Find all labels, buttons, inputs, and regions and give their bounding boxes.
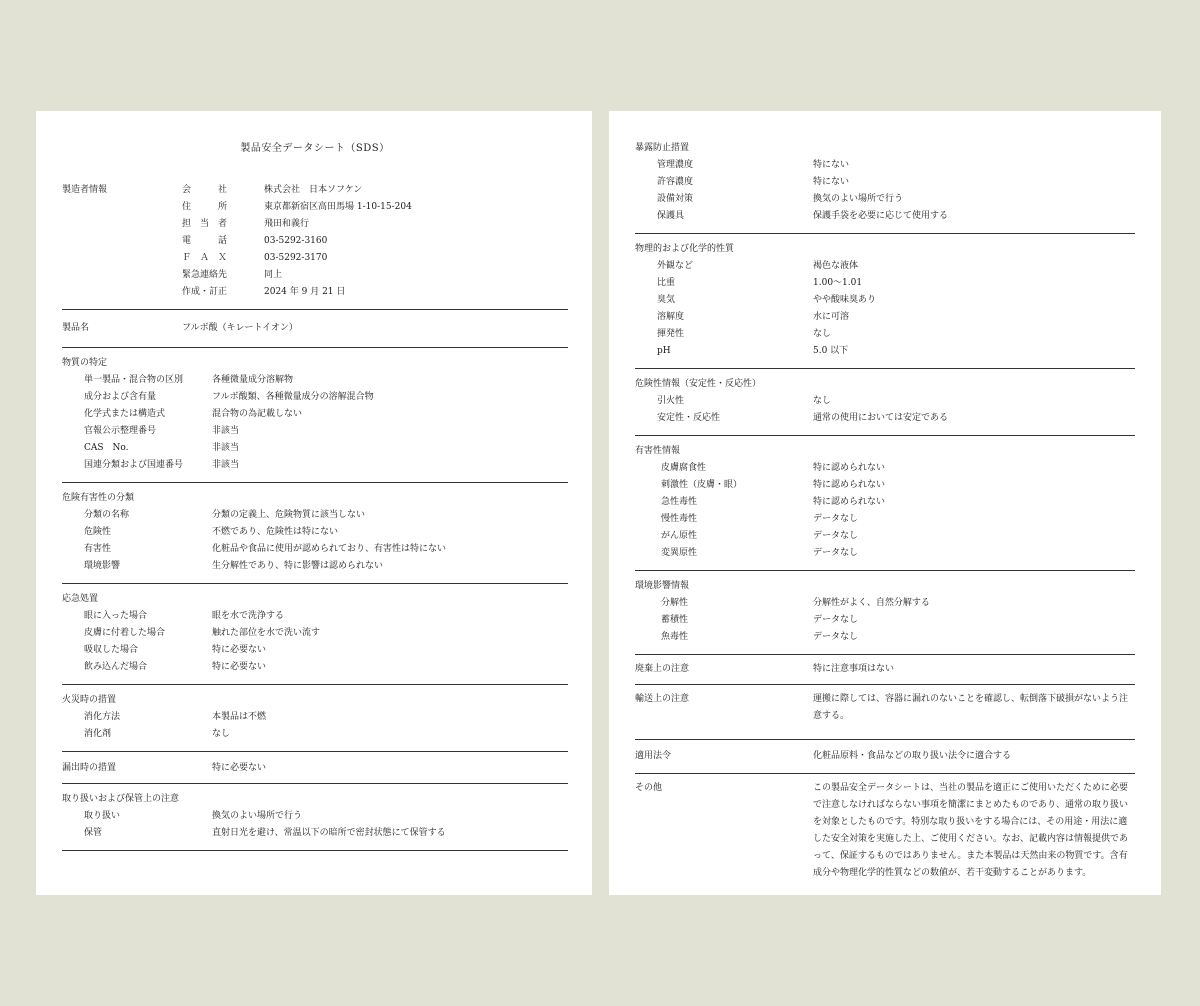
maker-row <box>182 199 568 216</box>
environment-value: 分解性がよく、自然分解する <box>813 598 930 608</box>
section-disposal <box>635 655 1135 685</box>
toxicity-value: データなし <box>813 514 859 524</box>
first-aid-heading: 応急処置 <box>62 594 99 604</box>
section-physchem <box>635 234 1135 369</box>
identification-label: 国連分類および国連番号 <box>84 460 184 470</box>
hazard-label: 環境影響 <box>84 561 121 571</box>
exposure-row <box>635 191 1135 208</box>
toxicity-label: がん原性 <box>661 531 698 541</box>
first-aid-value: 眼を水で洗浄する <box>212 611 285 621</box>
identification-label: 化学式または構造式 <box>84 409 166 419</box>
toxicity-row <box>635 460 1135 477</box>
maker-value: 同上 <box>264 270 283 280</box>
toxicity-value: データなし <box>813 548 859 558</box>
stability-heading: 危険性情報（安定性・反応性） <box>635 379 762 389</box>
toxicity-row <box>635 528 1135 545</box>
maker-value: 株式会社 日本ソフケン <box>264 185 363 195</box>
section-leak <box>62 752 568 784</box>
section-law <box>635 740 1135 774</box>
physchem-value: 1.00～1.01 <box>813 278 863 288</box>
handling-heading: 取り扱いおよび保管上の注意 <box>62 794 180 804</box>
physchem-row <box>635 258 1135 275</box>
section-maker-info <box>62 176 568 310</box>
identification-value: 非該当 <box>212 426 240 436</box>
section-environment <box>635 571 1135 655</box>
stability-label: 引火性 <box>657 396 685 406</box>
identification-row <box>62 440 568 457</box>
exposure-value: 換気のよい場所で行う <box>813 194 904 204</box>
exposure-rows <box>635 157 1135 225</box>
maker-value: 飛田和義行 <box>264 219 310 229</box>
handling-rows <box>62 808 568 842</box>
toxicity-value: 特に認められない <box>813 497 886 507</box>
physchem-label: 臭気 <box>657 295 676 305</box>
exposure-row <box>635 157 1135 174</box>
environment-label: 蓄積性 <box>661 615 689 625</box>
environment-value: データなし <box>813 615 859 625</box>
environment-row <box>635 595 1135 612</box>
handling-row <box>62 825 568 842</box>
fire-heading: 火災時の措置 <box>62 695 117 705</box>
toxicity-value: データなし <box>813 531 859 541</box>
first-aid-row <box>62 642 568 659</box>
other-value: この製品安全データシートは、当社の製品を適正にご使用いただくために必要で注意しなければならない事項を簡潔にまとめたものであり、通常の取り扱いを対象としたものです。特別な取り扱いをする場合には、その用途・用法に適した安全対策を実施した上、ご使用ください。なお、記載内容は情報提供であって、保証するものではありません。また本製品は天然由来の物質です。含有成分や物理化学的性質などの数値が、若干変動することがあります。 <box>813 783 1129 878</box>
section-product-name <box>62 310 568 348</box>
first-aid-row <box>62 608 568 625</box>
toxicity-value: 特に認められない <box>813 463 886 473</box>
maker-value: 東京都新宿区高田馬場 1-10-15-204 <box>264 202 412 212</box>
exposure-value: 保護手袋を必要に応じて使用する <box>813 211 949 221</box>
fire-label: 消化剤 <box>84 729 112 739</box>
first-aid-row <box>62 659 568 676</box>
section-stability <box>635 369 1135 436</box>
identification-label: 成分および含有量 <box>84 392 157 402</box>
physchem-row <box>635 292 1135 309</box>
first-aid-value: 特に必要ない <box>212 662 267 672</box>
physchem-value: 水に可溶 <box>813 312 850 322</box>
toxicity-label: 急性毒性 <box>661 497 698 507</box>
stability-row <box>635 393 1135 410</box>
toxicity-row <box>635 494 1135 511</box>
transport-value: 運搬に際しては、容器に漏れのないことを確認し、転倒落下破損がないよう注意する。 <box>813 694 1129 721</box>
fire-label: 消化方法 <box>84 712 121 722</box>
maker-label: 担 当 者 <box>182 219 228 229</box>
sds-page-left <box>36 111 592 895</box>
physchem-label: 比重 <box>657 278 676 288</box>
stability-rows <box>635 393 1135 427</box>
section-handling <box>62 784 568 851</box>
identification-row <box>62 423 568 440</box>
stability-value: なし <box>813 396 832 406</box>
law-value: 化粧品原料・食品などの取り扱い法令に適合する <box>813 751 1012 761</box>
first-aid-label: 吸収した場合 <box>84 645 139 655</box>
environment-row <box>635 629 1135 646</box>
hazard-row <box>62 558 568 575</box>
stability-row <box>635 410 1135 427</box>
identification-row <box>62 389 568 406</box>
first-aid-label: 飲み込んだ場合 <box>84 662 148 672</box>
first-aid-label: 皮膚に付着した場合 <box>84 628 166 638</box>
physchem-value: やや酸味臭あり <box>813 295 877 305</box>
maker-row <box>182 250 568 267</box>
first-aid-value: 触れた部位を水で洗い流す <box>212 628 321 638</box>
maker-value: 2024 年 9 月 21 日 <box>264 287 346 297</box>
exposure-label: 管理濃度 <box>657 160 694 170</box>
section-exposure <box>635 141 1135 234</box>
fire-rows <box>62 709 568 743</box>
identification-rows <box>62 372 568 474</box>
leak-value: 特に必要ない <box>212 763 267 773</box>
maker-value: 03-5292-3170 <box>264 253 328 263</box>
maker-row <box>182 284 568 301</box>
toxicity-label: 皮膚腐食性 <box>661 463 707 473</box>
section-fire <box>62 685 568 752</box>
maker-label: 電 話 <box>182 236 228 246</box>
other-heading: その他 <box>635 783 663 793</box>
physchem-value: 5.0 以下 <box>813 346 849 356</box>
maker-row <box>182 233 568 250</box>
hazard-value: 化粧品や食品に使用が認められており、有害性は特にない <box>212 544 447 554</box>
maker-row <box>182 182 568 199</box>
hazard-class-rows <box>62 507 568 575</box>
stability-label: 安定性・反応性 <box>657 413 721 423</box>
stability-value: 通常の使用においては安定である <box>813 413 949 423</box>
identification-label: 単一製品・混合物の区別 <box>84 375 184 385</box>
identification-value: 各種微量成分溶解物 <box>212 375 294 385</box>
handling-row <box>62 808 568 825</box>
maker-label: 住 所 <box>182 202 228 212</box>
transport-heading: 輸送上の注意 <box>635 694 690 704</box>
identification-label: CAS No. <box>84 443 129 453</box>
physchem-value: なし <box>813 329 832 339</box>
handling-value: 直射日光を避け、常温以下の暗所で密封状態にて保管する <box>212 828 446 838</box>
maker-label: Ｆ Ａ Ｘ <box>182 253 228 263</box>
exposure-row <box>635 174 1135 191</box>
first-aid-row <box>62 625 568 642</box>
physchem-label: 揮発性 <box>657 329 685 339</box>
hazard-row <box>62 541 568 558</box>
identification-row <box>62 372 568 389</box>
product-heading: 製品名 <box>62 323 90 333</box>
physchem-row <box>635 326 1135 343</box>
section-other <box>635 774 1135 890</box>
toxicity-rows <box>635 460 1135 562</box>
toxicity-row <box>635 545 1135 562</box>
toxicity-row <box>635 477 1135 494</box>
hazard-label: 分類の名称 <box>84 510 130 520</box>
first-aid-value: 特に必要ない <box>212 645 267 655</box>
maker-row <box>182 216 568 233</box>
physchem-rows <box>635 258 1135 360</box>
identification-heading: 物質の特定 <box>62 358 108 368</box>
environment-label: 魚毒性 <box>661 632 689 642</box>
section-transport <box>635 685 1135 740</box>
hazard-class-heading: 危険有害性の分類 <box>62 493 135 503</box>
identification-value: 非該当 <box>212 460 240 470</box>
physchem-label: 溶解度 <box>657 312 685 322</box>
document-title: 製品安全データシート（SDS） <box>240 143 390 154</box>
hazard-label: 危険性 <box>84 527 112 537</box>
exposure-label: 保護具 <box>657 211 685 221</box>
exposure-value: 特にない <box>813 177 850 187</box>
fire-value: なし <box>212 729 231 739</box>
handling-label: 保管 <box>84 828 103 838</box>
hazard-row <box>62 524 568 541</box>
environment-label: 分解性 <box>661 598 689 608</box>
disposal-heading: 廃棄上の注意 <box>635 664 690 674</box>
maker-rows <box>182 182 568 301</box>
toxicity-label: 慢性毒性 <box>661 514 698 524</box>
exposure-label: 設備対策 <box>657 194 694 204</box>
environment-row <box>635 612 1135 629</box>
physchem-row <box>635 275 1135 292</box>
identification-value: フルボ酸類、各種微量成分の溶解混合物 <box>212 392 374 402</box>
sds-page-right <box>609 111 1161 895</box>
identification-value: 混合物の為記載しない <box>212 409 303 419</box>
fire-value: 本製品は不燃 <box>212 712 267 722</box>
maker-label: 緊急連絡先 <box>182 270 228 280</box>
hazard-value: 生分解性であり、特に影響は認められない <box>212 561 384 571</box>
fire-row <box>62 709 568 726</box>
toxicity-label: 変異原性 <box>661 548 698 558</box>
toxicity-value: 特に認められない <box>813 480 886 490</box>
exposure-heading: 暴露防止措置 <box>635 143 690 153</box>
toxicity-label: 刺激性（皮膚・眼） <box>661 480 743 490</box>
hazard-value: 不燃であり、危険性は特にない <box>212 527 339 537</box>
hazard-label: 有害性 <box>84 544 112 554</box>
disposal-value: 特に注意事項はない <box>813 664 895 674</box>
physchem-row <box>635 343 1135 360</box>
physchem-value: 褐色な液体 <box>813 261 859 271</box>
physchem-label: pH <box>657 346 671 356</box>
identification-row <box>62 406 568 423</box>
handling-value: 換気のよい場所で行う <box>212 811 303 821</box>
environment-heading: 環境影響情報 <box>635 581 690 591</box>
exposure-row <box>635 208 1135 225</box>
hazard-row <box>62 507 568 524</box>
exposure-value: 特にない <box>813 160 850 170</box>
section-identification <box>62 348 568 483</box>
identification-value: 非該当 <box>212 443 240 453</box>
leak-heading: 漏出時の措置 <box>62 763 117 773</box>
first-aid-rows <box>62 608 568 676</box>
fire-row <box>62 726 568 743</box>
toxicity-heading: 有害性情報 <box>635 446 681 456</box>
environment-value: データなし <box>813 632 859 642</box>
physchem-label: 外観など <box>657 261 694 271</box>
maker-value: 03-5292-3160 <box>264 236 328 246</box>
exposure-label: 許容濃度 <box>657 177 694 187</box>
handling-label: 取り扱い <box>84 811 121 821</box>
identification-row <box>62 457 568 474</box>
toxicity-row <box>635 511 1135 528</box>
hazard-value: 分類の定義上、危険物質に該当しない <box>212 510 366 520</box>
physchem-row <box>635 309 1135 326</box>
maker-heading: 製造者情報 <box>62 185 108 195</box>
maker-label: 作成・訂正 <box>182 287 228 297</box>
identification-label: 官報公示整理番号 <box>84 426 157 436</box>
first-aid-label: 眼に入った場合 <box>84 611 148 621</box>
environment-rows <box>635 595 1135 646</box>
section-toxicity <box>635 436 1135 571</box>
physchem-heading: 物理的および化学的性質 <box>635 244 735 254</box>
law-heading: 適用法令 <box>635 751 672 761</box>
product-name-value: フルボ酸（キレートイオン） <box>182 323 298 333</box>
section-hazard-class <box>62 483 568 584</box>
maker-label: 会 社 <box>182 185 228 195</box>
section-first-aid <box>62 584 568 685</box>
maker-row <box>182 267 568 284</box>
